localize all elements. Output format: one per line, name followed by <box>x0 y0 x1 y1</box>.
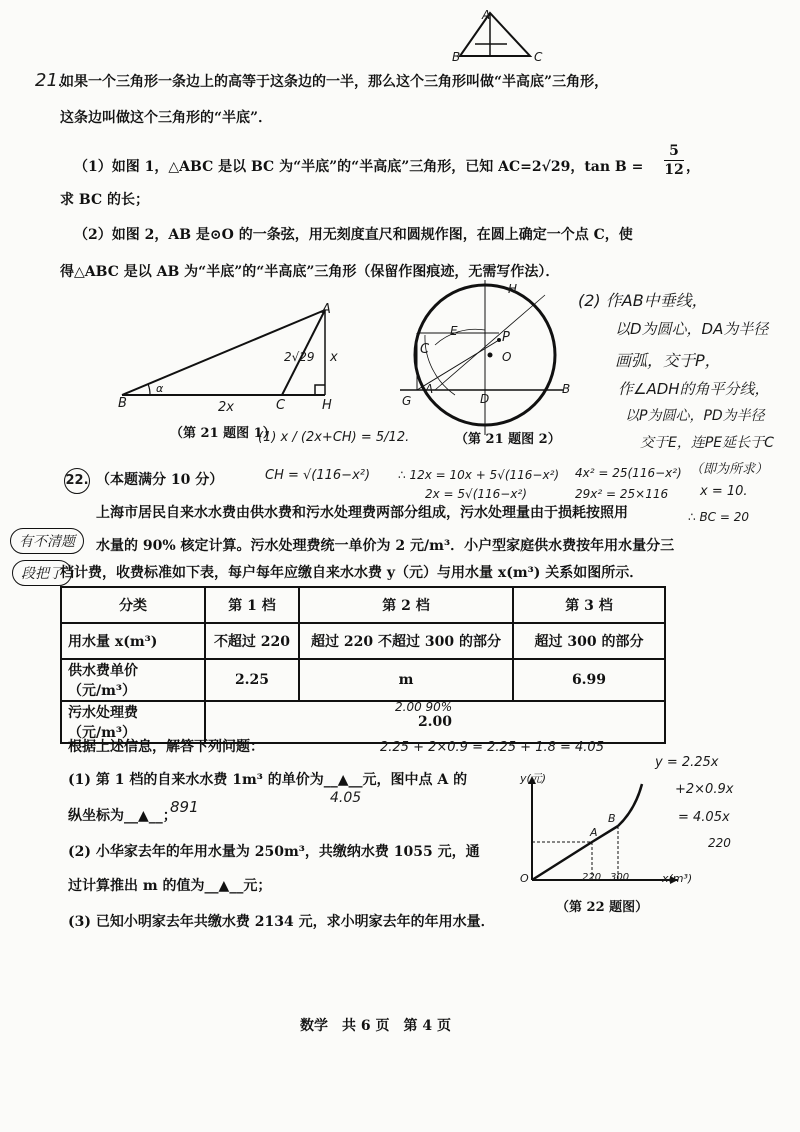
work-eq-2: CH = √(116−x²) <box>265 468 371 483</box>
fig2-caption: （第 21 题图 2） <box>455 432 561 447</box>
top-label-b: B <box>452 50 461 64</box>
q22-line3: 档计费，收费标准如下表，每户每年应缴自来水水费 y（元）与用水量 x(m³) 关系如图所示． <box>60 565 644 581</box>
note-line-5: 以P为圆心，PD为半径 <box>625 408 765 424</box>
fig1-label-base: 2x <box>218 400 234 415</box>
table-cell: 超过 220 不超过 300 的部分 <box>299 623 513 659</box>
answer-891: 891 <box>170 798 199 816</box>
fig1-label-a: A <box>322 302 331 317</box>
fig2-label-c: C <box>420 342 430 357</box>
q22-header: （本题满分 10 分） <box>96 472 224 488</box>
fig1-caption: （第 21 题图 1） <box>170 426 276 441</box>
graph-tick-220: 220 <box>582 872 602 883</box>
q22-prompt: 根据上述信息，解答下列问题： <box>68 739 264 755</box>
work-eq-4: 2x = 5√(116−x²) <box>425 487 527 501</box>
graph-tick-300: 300 <box>610 872 630 883</box>
table-header: 第 2 档 <box>299 587 513 623</box>
graph-origin: O <box>520 872 529 885</box>
work-price-calc: 2.25 + 2×0.9 = 2.25 + 1.8 = 4.05 <box>380 740 604 755</box>
fig2-label-d: D <box>480 392 490 406</box>
table-cell: 2.00 <box>205 701 665 743</box>
figure-21-2 <box>395 275 575 445</box>
graph-point-a: A <box>590 826 598 839</box>
table-header: 分类 <box>61 587 205 623</box>
fig2-label-o: O <box>502 350 512 364</box>
fig2-label-b: B <box>562 382 571 396</box>
q21-part2-line1: （2）如图 2，AB 是⊙O 的一条弦，用无刻度直尺和圆规作图，在圆上确定一个点 C，使 <box>74 227 633 243</box>
fig1-label-side: 2√29 <box>284 350 315 364</box>
side-note-1: 有不清题 <box>10 528 84 554</box>
q22-line2: 水量的 90% 核定计算。污水处理费统一单价为 2 元/m³．小户型家庭供水费按年用水量分三 <box>96 538 675 554</box>
fig1-label-h: H <box>322 398 332 413</box>
fig1-label-b: B <box>118 396 127 411</box>
page-footer: 数学 共 6 页 第 4 页 <box>300 1018 451 1034</box>
table-header: 第 3 档 <box>513 587 665 623</box>
q22-p2-line2: 过计算推出 m 的值为__▲__元； <box>68 878 272 894</box>
fig1-label-height: x <box>330 350 338 365</box>
answer-4-05: 4.05 <box>330 790 362 806</box>
fig2-label-a: A <box>425 382 434 396</box>
work-y-eq-1: y = 2.25x <box>655 755 719 770</box>
q21-number: 21. <box>35 70 64 91</box>
table-cell: 污水处理费（元/m³） <box>61 701 205 743</box>
tan-comma: ， <box>686 159 700 175</box>
work-y-eq-3: = 4.05x <box>678 810 730 825</box>
work-eq-6: 29x² = 25×116 <box>575 487 669 501</box>
graph-y-label: y(元) <box>520 772 547 785</box>
q22-number: 22. <box>64 468 90 494</box>
fee-table <box>60 586 666 744</box>
q21-part1-line2: 求 BC 的长； <box>60 192 149 208</box>
table-row <box>61 623 665 659</box>
work-eq-1: (1) x / (2x+CH) = 5/12. <box>258 430 410 445</box>
table-header: 第 1 档 <box>205 587 299 623</box>
table-header-row <box>61 587 665 623</box>
fig1-label-c: C <box>276 398 286 413</box>
table-cell: 6.99 <box>513 659 665 701</box>
note-line-7: （即为所求） <box>690 462 769 477</box>
work-sewage-note: 2.00 90% <box>395 700 453 714</box>
fig2-label-e: E <box>450 324 458 338</box>
note-line-1: (2) 作AB中垂线， <box>578 291 708 310</box>
work-y-eq-4: 220 <box>708 836 731 850</box>
work-eq-5: 4x² = 25(116−x²) <box>575 466 682 480</box>
work-eq-7: x = 10. <box>700 484 748 499</box>
graph-caption: （第 22 题图） <box>556 900 649 915</box>
work-eq-3: ∴ 12x = 10x + 5√(116−x²) <box>398 468 560 482</box>
table-cell: 供水费单价（元/m³） <box>61 659 205 701</box>
top-label-c: C <box>534 50 543 64</box>
table-cell: 2.25 <box>205 659 299 701</box>
tan-fraction <box>664 142 684 179</box>
note-line-3: 画弧，交于P， <box>615 351 721 370</box>
note-line-4: 作∠ADH的角平分线， <box>618 380 770 398</box>
q21-part1: （1）如图 1，△ABC 是以 BC 为“半底”的“半高底”三角形，已知 AC=2√29，tan B = <box>74 159 644 175</box>
q22-p1-line2: 纵坐标为__▲__； <box>68 808 177 824</box>
table-cell: 用水量 x(m³) <box>61 623 205 659</box>
note-line-6: 交于E，连PE延长于C <box>640 435 774 451</box>
q21-intro-line1: 如果一个三角形一条边上的高等于这条边的一半，那么这个三角形叫做“半高底”三角形， <box>60 74 609 90</box>
tan-numerator: 5 <box>664 142 684 161</box>
top-label-a: A <box>482 8 491 22</box>
q22-p3: (3) 已知小明家去年共缴水费 2134 元，求小明家去年的年用水量． <box>68 914 495 930</box>
table-cell: m <box>299 659 513 701</box>
fig2-label-g: G <box>402 394 412 408</box>
q21-intro-line2: 这条边叫做这个三角形的“半底”． <box>60 110 273 126</box>
fig1-label-angle: α <box>156 382 164 395</box>
work-y-eq-2: +2×0.9x <box>675 782 734 797</box>
note-line-2: 以D为圆心，DA为半径 <box>615 320 769 338</box>
q22-p1-line1: (1) 第 1 档的自来水水费 1m³ 的单价为__▲__元，图中点 A 的 <box>68 772 468 788</box>
graph-x-label: x(m³) <box>662 872 693 885</box>
q21-part2-line2: 得△ABC 是以 AB 为“半底”的“半高底”三角形（保留作图痕迹，无需写作法）． <box>60 264 560 280</box>
side-note-2: 段把了 <box>12 560 72 586</box>
tan-denominator: 12 <box>664 162 684 178</box>
table-row <box>61 659 665 701</box>
q22-p2-line1: (2) 小华家去年的年用水量为 250m³，共缴纳水费 1055 元，通 <box>68 844 480 860</box>
graph-point-b: B <box>608 812 616 825</box>
table-cell: 超过 300 的部分 <box>513 623 665 659</box>
fig2-label-p: P <box>502 330 510 345</box>
work-eq-8: ∴ BC = 20 <box>688 510 750 524</box>
q22-line1: 上海市居民自来水水费由供水费和污水处理费两部分组成，污水处理量由于损耗按照用 <box>96 505 628 521</box>
fig2-label-h: H <box>508 282 518 296</box>
table-cell: 不超过 220 <box>205 623 299 659</box>
